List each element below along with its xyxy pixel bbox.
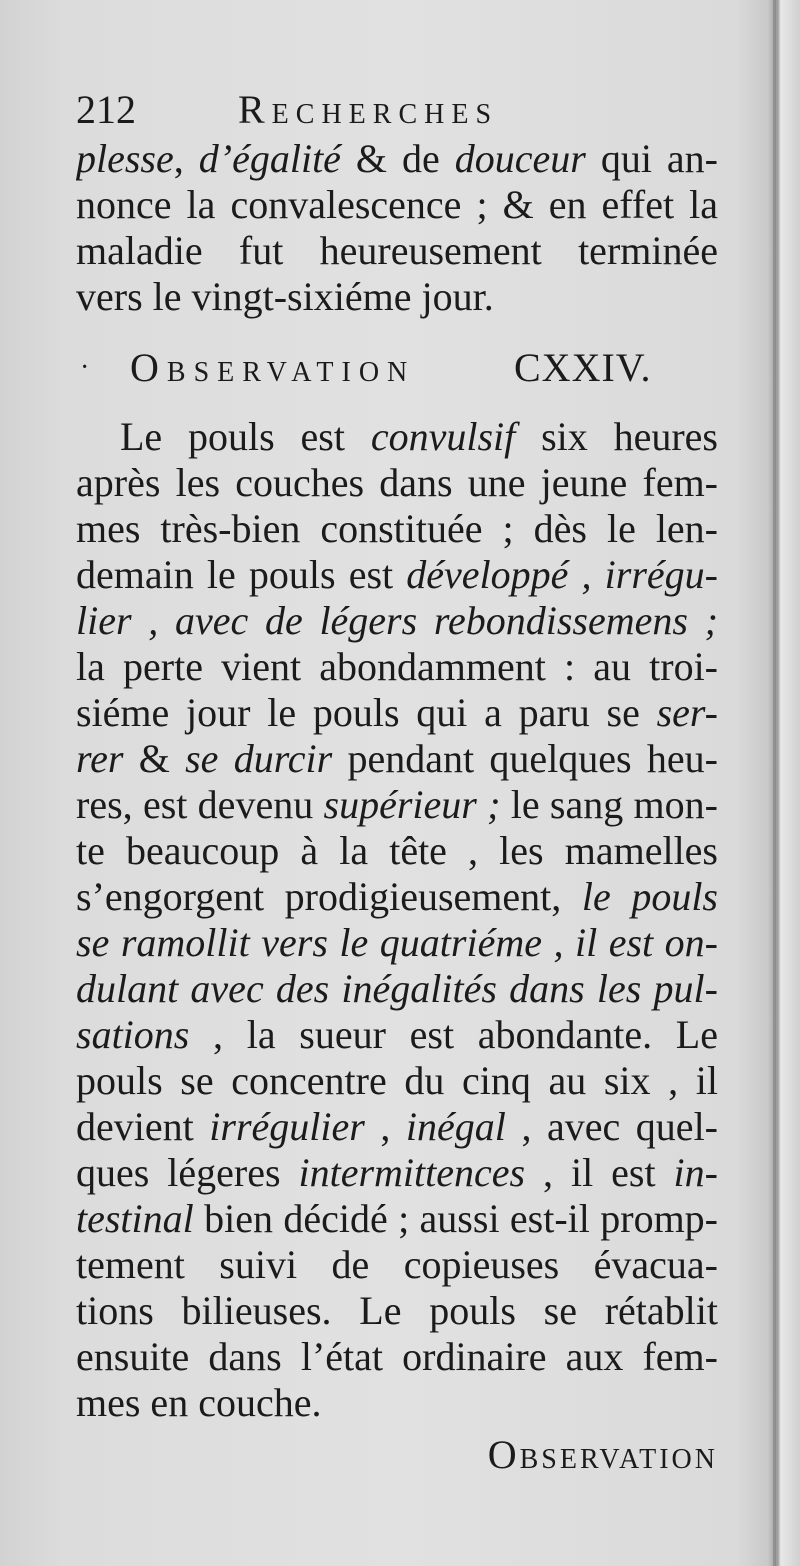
page-gutter-edge [773, 0, 776, 1566]
text-line: après les couches dans une jeune fem- [76, 460, 718, 505]
text-line: mes très-bien constituée ; dès le len- [76, 506, 718, 551]
text-line: demain le pouls est développé , irrégu- [76, 552, 718, 597]
text-line: vers le vingt-sixiéme jour. [76, 274, 494, 319]
text-line: res, est devenu supérieur ; le sang mon- [76, 782, 718, 827]
text-line: tement suivi de copieuses évacua- [76, 1242, 718, 1287]
text-line: s’engorgent prodigieusement, le pouls [76, 874, 718, 919]
text-line: nonce la convalescence ; & en effet la [76, 182, 718, 227]
text-line: se ramollit vers le quatriéme , il est on- [76, 920, 718, 965]
text-line: tions bilieuses. Le pouls se rétablit [76, 1288, 718, 1333]
text-line: devient irrégulier , inégal , avec quel- [76, 1104, 718, 1149]
text-line: rer & se durcir pendant quelques heu- [76, 736, 718, 781]
observation-label: Observation [130, 345, 416, 390]
text-line: lier , avec de légers rebondissemens ; [76, 598, 718, 643]
running-title: Recherches [238, 87, 499, 132]
text-line: dulant avec des inégalités dans les pul- [76, 966, 718, 1011]
observation-paragraph [76, 414, 718, 1426]
page-header [76, 88, 716, 132]
text-line: pouls se concentre du cinq au six , il [76, 1058, 718, 1103]
text-line: testinal bien décidé ; aussi est-il promp- [76, 1196, 718, 1241]
observation-number: CXXIV. [514, 345, 652, 390]
heading-bullet: · [80, 352, 90, 383]
text-line: maladie fut heureusement terminée [76, 228, 718, 273]
text-line: Le pouls est convulsif six heures [120, 414, 718, 459]
page-number: 212 [76, 87, 136, 132]
text-line: siéme jour le pouls qui a paru se ser- [76, 690, 718, 735]
text-line: ensuite dans l’état ordinaire aux fem- [76, 1334, 718, 1379]
text-line: plesse, d’égalité & de douceur qui an- [76, 136, 718, 181]
text-line: mes en couche. [76, 1380, 322, 1425]
text-line: la perte vient abondamment : au troi- [76, 644, 718, 689]
text-line: sations , la sueur est abondante. Le [76, 1012, 718, 1057]
text-line: ques légeres intermittences , il est in- [76, 1150, 718, 1195]
continued-paragraph [76, 136, 718, 320]
text-line: te beaucoup à la tête , les mamelles [76, 828, 718, 873]
catchword: Observation [487, 1432, 718, 1477]
observation-heading [80, 344, 680, 392]
